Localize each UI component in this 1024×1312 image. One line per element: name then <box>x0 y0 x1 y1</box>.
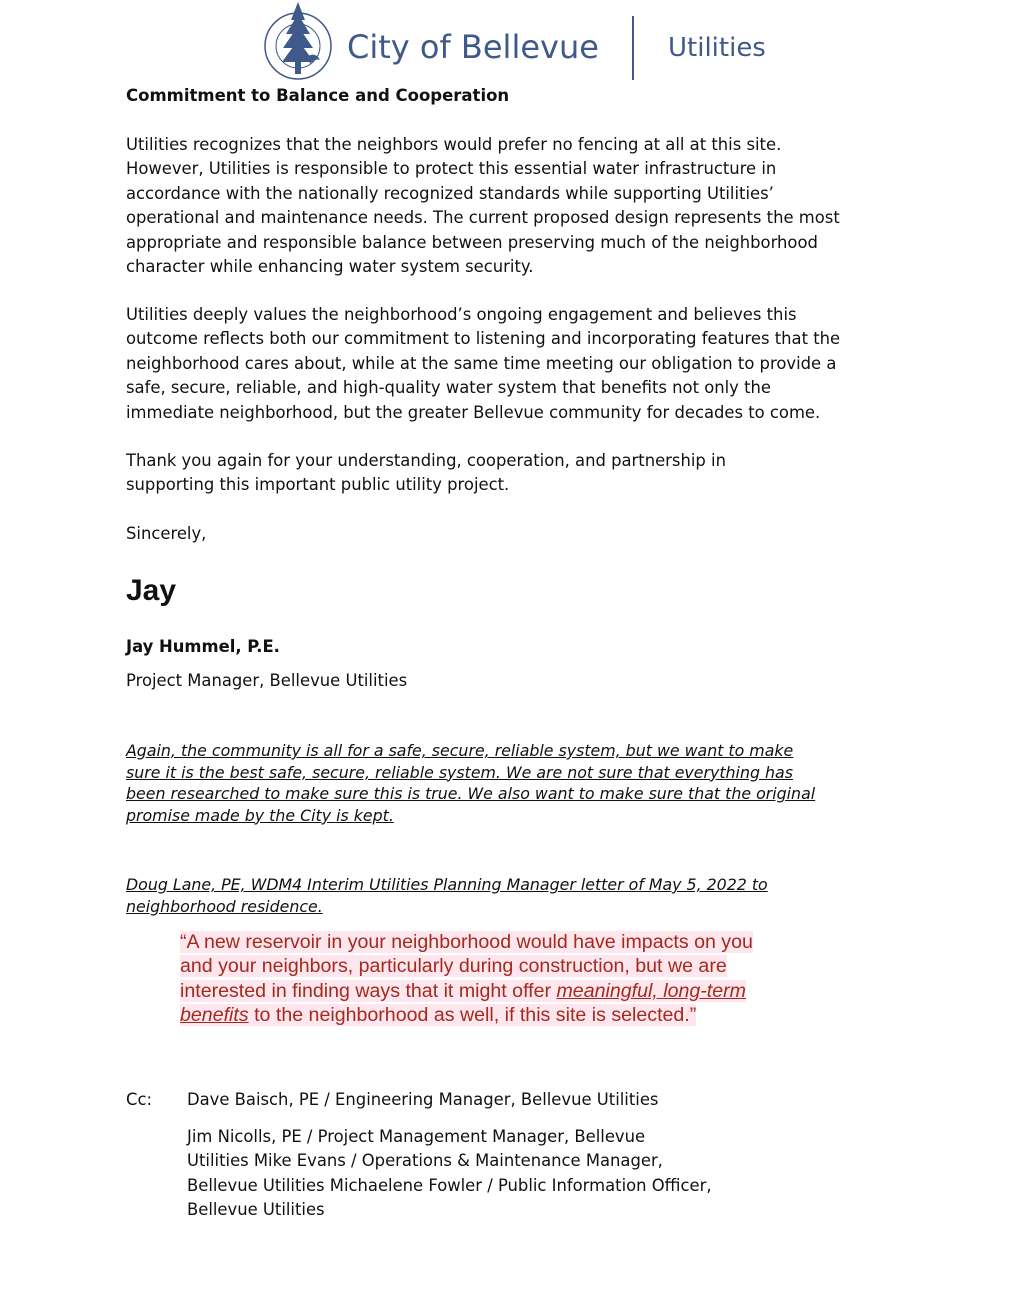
cc-recipients <box>187 1125 712 1223</box>
closing: Sincerely, <box>126 524 207 543</box>
text-line: Utilities recognizes that the neighbors would prefer no fencing at all at this site. <box>126 135 782 154</box>
text-line: Bellevue Utilities Michaelene Fowler / Public Information Officer, <box>187 1175 712 1195</box>
quote-line: “A new reservoir in your neighborhood would have impacts on you <box>180 931 753 953</box>
quote-line: to the neighborhood as well, if this site is selected.” <box>248 1004 697 1027</box>
quote-line: and your neighbors, particularly during construction, but we are <box>180 955 727 978</box>
text-line: been researched to make sure this is true. We also want to make sure that the original <box>126 784 816 804</box>
department-name: Utilities <box>668 33 766 63</box>
quoted-excerpt <box>180 930 753 1028</box>
comment-block <box>126 740 815 826</box>
text-line: accordance with the nationally recognized standards while supporting Utilities’ <box>126 183 774 203</box>
text-line: promise made by the City is kept. <box>126 805 394 825</box>
text-line: neighborhood residence. <box>126 896 323 916</box>
cc-label: Cc: <box>126 1090 152 1109</box>
signature: Jay <box>126 574 177 607</box>
text-line: sure it is the best safe, secure, reliable system. We are not sure that everything has <box>126 762 793 782</box>
text-line: Utilities deeply values the neighborhood’s ongoing engagement and believes this <box>126 305 797 324</box>
text-line: character while enhancing water system security. <box>126 257 534 277</box>
paragraph-1 <box>126 133 840 279</box>
section-heading: Commitment to Balance and Cooperation <box>126 86 510 105</box>
paragraph-2 <box>126 303 840 425</box>
text-line: neighborhood cares about, while at the same time meeting our obligation to provide a <box>126 353 837 373</box>
text-line: Bellevue Utilities <box>187 1200 325 1220</box>
text-line: Utilities Mike Evans / Operations & Maintenance Manager, <box>187 1151 663 1171</box>
paragraph-3 <box>126 449 726 498</box>
citation-block <box>126 874 768 917</box>
org-name: City of Bellevue <box>347 28 599 66</box>
quote-emphasis: benefits <box>180 1004 249 1027</box>
signer-title: Project Manager, Bellevue Utilities <box>126 671 408 690</box>
text-line: operational and maintenance needs. The current proposed design represents the most <box>126 208 840 228</box>
text-line: Doug Lane, PE, WDM4 Interim Utilities Planning Manager letter of May 5, 2022 to <box>126 875 768 894</box>
text-line: Again, the community is all for a safe, secure, reliable system, but we want to make <box>126 741 794 760</box>
text-line: Thank you again for your understanding, cooperation, and partnership in <box>126 451 726 470</box>
text-line: outcome reflects both our commitment to listening and incorporating features that the <box>126 329 841 349</box>
text-line: Jim Nicolls, PE / Project Management Manager, Bellevue <box>187 1127 646 1146</box>
header-divider <box>632 16 634 80</box>
city-seal-logo <box>258 0 338 88</box>
cc-first-recipient: Dave Baisch, PE / Engineering Manager, Bellevue Utilities <box>187 1090 659 1109</box>
signer-name: Jay Hummel, P.E. <box>126 637 280 656</box>
quote-line: interested in finding ways that it might offer <box>180 979 557 1002</box>
text-line: appropriate and responsible balance between preserving much of the neighborhood <box>126 232 818 252</box>
quote-emphasis: meaningful, long-term <box>556 979 746 1002</box>
text-line: supporting this important public utility project. <box>126 475 510 495</box>
text-line: immediate neighborhood, but the greater Bellevue community for decades to come. <box>126 402 821 422</box>
text-line: However, Utilities is responsible to protect this essential water infrastructure in <box>126 159 777 179</box>
text-line: safe, secure, reliable, and high-quality water system that benefits not only the <box>126 378 771 398</box>
